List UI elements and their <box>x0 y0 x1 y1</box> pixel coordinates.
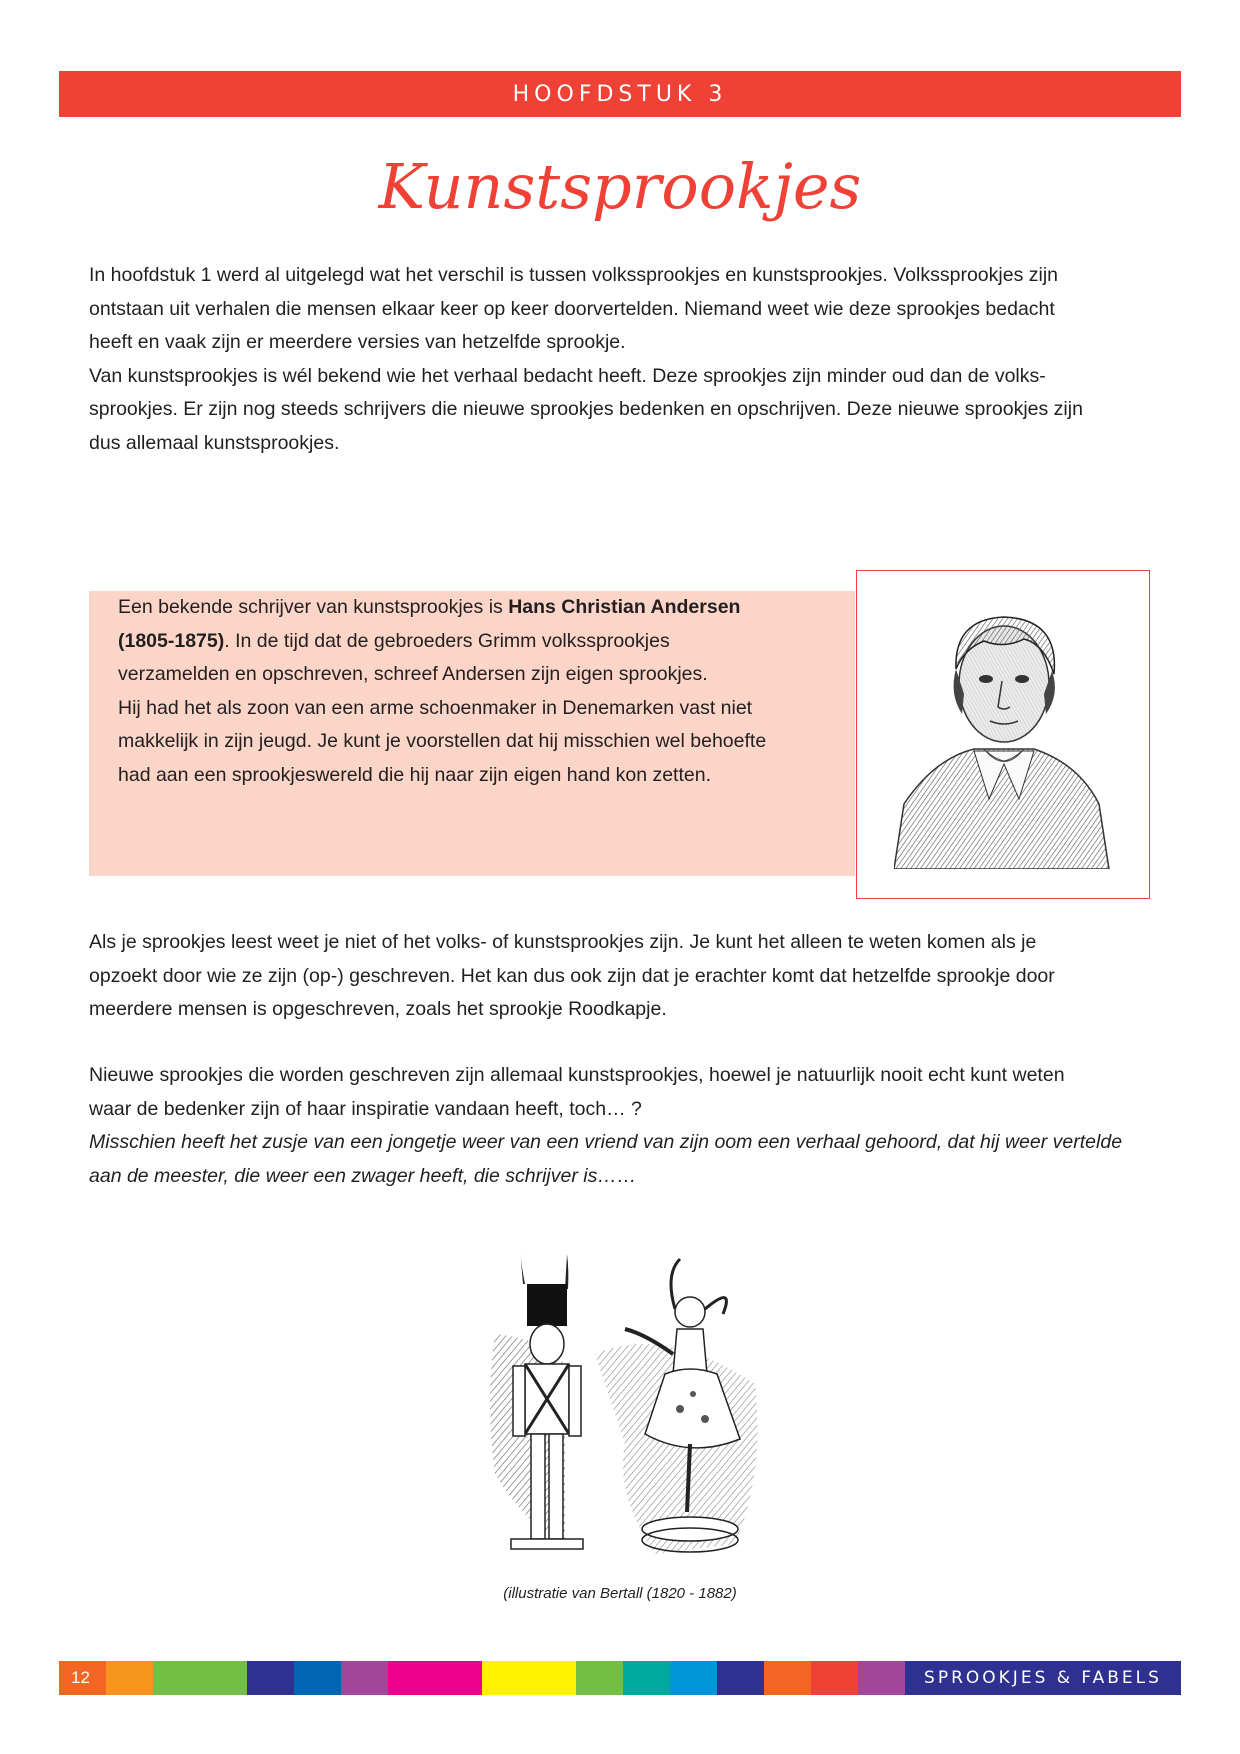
author-years: (1805-1875) <box>118 629 225 652</box>
chapter-header-bar <box>59 71 1181 117</box>
middle-line: meerdere mensen is opgeschreven, zoals het sprookje Roodkapje. <box>89 998 667 1020</box>
intro-line: In hoofdstuk 1 werd al uitgelegd wat het verschil is tussen volkssprookjes en kunstsprookjes. Volkssprookjes zijn <box>89 264 1058 286</box>
footer-color-segment <box>858 1661 905 1695</box>
author-name: Hans Christian Andersen <box>508 596 741 618</box>
footer-color-segment <box>341 1661 388 1695</box>
middle-line: Als je sprookjes leest weet je niet of het volks- of kunstsprookjes zijn. Je kunt het alleen te weten komen als je <box>89 931 1037 953</box>
footer-color-segment <box>717 1661 764 1695</box>
page-title: Kunstsprookjes <box>378 150 862 223</box>
footer-book-title: SPROOKJES & FABELS <box>924 1668 1162 1688</box>
intro-line: sprookjes. Er zijn nog steeds schrijvers die nieuwe sprookjes bedenken en opschrijven. Deze nieuwe sprookjes zijn <box>89 398 1083 420</box>
info-line: verzamelden en opschreven, schreef Andersen zijn eigen sprookjes. <box>118 663 708 685</box>
footer-color-segment <box>764 1661 811 1695</box>
middle-paragraph <box>89 926 1159 1027</box>
footer-color-segment <box>670 1661 717 1695</box>
info-line: makkelijk in zijn jeugd. Je kunt je voorstellen dat hij misschien wel behoefte <box>118 730 767 752</box>
andersen-portrait-frame <box>856 570 1150 899</box>
andersen-info-box <box>89 591 855 876</box>
info-text-start: Een bekende schrijver van kunstsprookjes is <box>118 596 509 618</box>
intro-line: dus allemaal kunstsprookjes. <box>89 431 340 454</box>
last-italic-line: aan de meester, die weer een zwager heeft, die schrijver is…… <box>89 1164 637 1187</box>
intro-line: Van kunstsprookjes is wél bekend wie het verhaal bedacht heeft. Deze sprookjes zijn minder oud dan de volks- <box>89 364 1046 387</box>
info-text-continued: . In de tijd dat de gebroeders Grimm volkssprookjes <box>224 629 670 652</box>
chapter-label: HOOFDSTUK 3 <box>512 81 728 107</box>
footer-color-segment <box>153 1661 200 1695</box>
footer-color-segment <box>106 1661 153 1695</box>
footer-color-segment <box>482 1661 529 1695</box>
footer-color-segment <box>247 1661 294 1695</box>
page-number: 12 <box>71 1668 90 1687</box>
footer-color-segment <box>811 1661 858 1695</box>
middle-line: opzoekt door wie ze zijn (op-) geschreven. Het kan dus ook zijn dat je erachter komt dat hetzelfde sprookje door <box>89 964 1055 987</box>
footer-color-segment <box>294 1661 341 1695</box>
info-line: Hij had het als zoon van een arme schoenmaker in Denemarken vast niet <box>118 696 753 719</box>
footer-color-segment <box>388 1661 435 1695</box>
footer-color-segment <box>576 1661 623 1695</box>
intro-line: heeft en vaak zijn er meerdere versies van hetzelfde sprookje. <box>89 331 626 353</box>
last-italic-line: Misschien heeft het zusje van een jongetje weer van een vriend van zijn oom een verhaal gehoord, dat hij weer vertelde <box>89 1131 1123 1153</box>
last-line: Nieuwe sprookjes die worden geschreven zijn allemaal kunstsprookjes, hoewel je natuurlijk nooit echt kunt weten <box>89 1064 1065 1086</box>
tin-soldier-ballerina-illustration <box>465 1244 775 1579</box>
footer-color-segment <box>623 1661 670 1695</box>
intro-paragraph <box>89 259 1159 460</box>
footer-color-segment <box>435 1661 482 1695</box>
andersen-info-text <box>118 591 818 792</box>
info-line: had aan een sprookjeswereld die hij naar zijn eigen hand kon zetten. <box>118 763 711 786</box>
illustration-caption: (illustratie van Bertall (1820 - 1882) <box>503 1585 737 1602</box>
footer-book-label <box>905 1661 1181 1695</box>
last-line: waar de bedenker zijn of haar inspiratie vandaan heeft, toch… ? <box>89 1097 642 1120</box>
last-paragraph <box>89 1059 1159 1193</box>
andersen-portrait-image <box>894 599 1114 869</box>
footer-color-segment <box>529 1661 576 1695</box>
illustration-drawing <box>465 1244 775 1574</box>
intro-line: ontstaan uit verhalen die mensen elkaar keer op keer doorvertelden. Niemand weet wie deze sprookjes bedacht <box>89 297 1055 320</box>
footer-color-segment <box>200 1661 247 1695</box>
